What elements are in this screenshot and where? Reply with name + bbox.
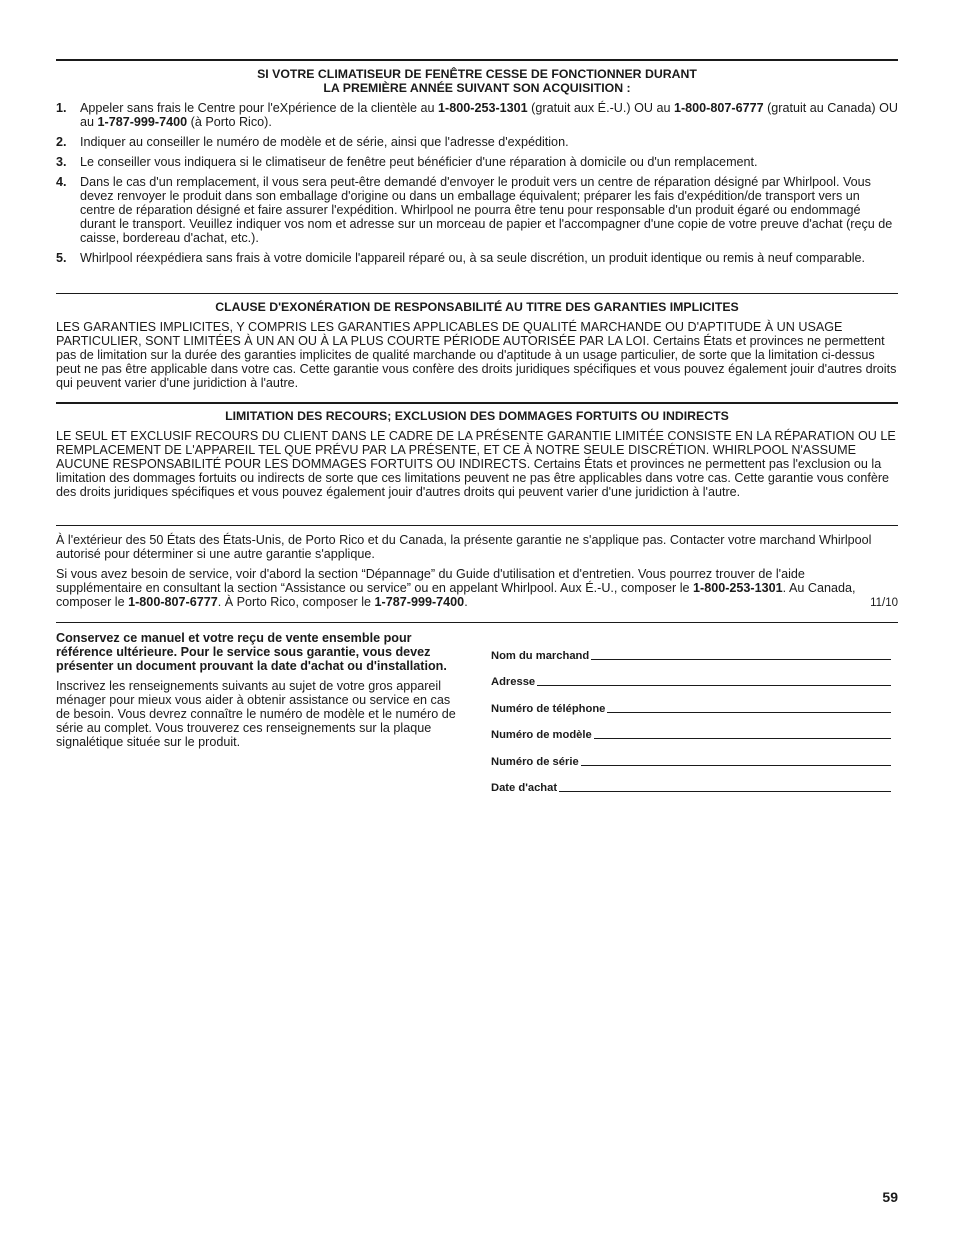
phone-number: 1-800-253-1301 <box>438 101 528 115</box>
step-item <box>56 135 898 149</box>
service-text-part: . <box>464 595 468 609</box>
phone-number: 1-800-253-1301 <box>693 581 783 595</box>
section-divider <box>56 622 898 623</box>
section-first-year-heading <box>56 67 898 95</box>
section-implied-warranties <box>56 300 898 390</box>
record-intro-text: Inscrivez les renseignements suivants au sujet de votre gros appareil ménager pour mieux vous aider à obtenir assistance ou service en cas de besoin. Vous devrez connaître le numéro de modèle et le numéro de série au complet. Vous trouverez ces renseignements sur la plaque signalétique située sur le produit. <box>56 679 456 749</box>
limitation-remedies-body: LE SEUL ET EXCLUSIF RECOURS DU CLIENT DANS LE CADRE DE LA PRÉSENTE GARANTIE LIMITÉE CONSISTE EN LA RÉPARATION OU LE REMPLACEMENT DE L'APPAREIL TEL QUE PRÉVU PAR LA PRÉSENTE, ET CE À NOTRE SEULE DISCRÉTION. WHIRLPOOL N'ASSUME AUCUNE RESPONSABILITÉ POUR LES DOMMAGES FORTUITS OU INDIRECTS. Certains États et provinces ne permettent pas l'exclusion ou la limitation des dommages fortuits ou indirects de sorte que ces limitations peuvent ne pas être applicables dans votre cas. Cette garantie vous confère des droits juridiques spécifiques et vous pouvez également jouir d'autres droits qui peuvent varier d'une juridiction à l'autre. <box>56 429 896 499</box>
form-label: Numéro de téléphone <box>491 702 606 715</box>
section-divider <box>56 525 898 526</box>
steps-list <box>56 101 898 265</box>
limitation-remedies-heading: LIMITATION DES RECOURS; EXCLUSION DES DOMMAGES FORTUITS OU INDIRECTS <box>225 409 729 423</box>
form-label: Numéro de série <box>491 755 579 768</box>
form-row-serial[interactable] <box>491 742 891 769</box>
fill-line <box>607 712 891 713</box>
step-text: (à Porto Rico). <box>187 115 272 129</box>
step-item <box>56 155 898 169</box>
form-row-purchase-date[interactable] <box>491 769 891 796</box>
fill-line <box>591 659 891 660</box>
phone-number: 1-787-999-7400 <box>97 115 188 129</box>
section-divider <box>56 293 898 294</box>
service-text-part: Si vous avez besoin de service, voir d'abord la section “Dépannage” du Guide d'utilisation et d'entretien. Vous pourrez trouver de l'aide supplémentaire en consultant la section “Assistance ou service” ou en appelant Whirlpool. Aux É.-U., composer le <box>56 567 805 595</box>
top-rule <box>56 59 898 61</box>
step-item <box>56 101 898 129</box>
step-text: Dans le cas d'un remplacement, il vous sera peut-être demandé d'envoyer le produit vers un centre de réparation désigné par Whirlpool. Vous devez renvoyer le produit dans son emballage d'origine ou dans un emballage équivalent; préparer les fais d'expédition/de transport vers un centre de réparation désigné et faire assurer l'expédition. Whirlpool ne pourra être tenu pour responsable d'un produit égaré ou endommagé durant le transport. Veuillez indiquer vos nom et adresse sur un morceau de papier et l'accompagner d'une copie de votre preuve d'achat (reçu de caisse, bordereau d'achat, etc.). <box>80 175 893 245</box>
form-label: Numéro de modèle <box>491 729 592 741</box>
step-text: Indiquer au conseiller le numéro de modèle et de série, ainsi que l'adresse d'expédition. <box>80 135 569 149</box>
section-outside-us <box>56 533 898 609</box>
fill-line <box>559 791 891 792</box>
step-text: (gratuit aux É.-U.) OU au <box>527 101 674 115</box>
step-number: 5. <box>56 251 67 265</box>
fill-line <box>581 765 891 766</box>
heading-line-1: SI VOTRE CLIMATISEUR DE FENÊTRE CESSE DE FONCTIONNER DURANT <box>257 67 697 81</box>
fill-line <box>537 685 891 686</box>
service-text-part: . À Porto Rico, composer le <box>217 595 375 609</box>
outside-us-text: À l'extérieur des 50 États des États-Unis, de Porto Rico et du Canada, la présente garantie ne s'applique pas. Contacter votre marchand Whirlpool autorisé pour déterminer si une autre garantie s'applique. <box>56 533 872 561</box>
record-form <box>491 636 891 795</box>
step-number: 4. <box>56 175 67 189</box>
form-row-phone[interactable] <box>491 689 891 716</box>
step-text: (gratuit au Canada) OU au <box>80 101 899 129</box>
form-row-model[interactable] <box>491 716 891 743</box>
step-number: 2. <box>56 135 67 149</box>
service-text <box>56 567 898 609</box>
phone-number: 1-787-999-7400 <box>374 595 465 609</box>
form-label: Date d'achat <box>491 782 558 794</box>
service-text-part: . Au Canada, composer le <box>56 581 856 609</box>
form-row-address[interactable] <box>491 663 891 690</box>
heading-line-2: LA PREMIÈRE ANNÉE SUIVANT SON ACQUISITION : <box>323 81 631 95</box>
implied-warranties-heading: CLAUSE D'EXONÉRATION DE RESPONSABILITÉ AU TITRE DES GARANTIES IMPLICITES <box>215 300 739 314</box>
record-instructions <box>56 631 460 749</box>
fill-line <box>594 738 891 739</box>
implied-warranties-body: LES GARANTIES IMPLICITES, Y COMPRIS LES GARANTIES APPLICABLES DE QUALITÉ MARCHANDE OU D'APTITUDE À UN USAGE PARTICULIER, SONT LIMITÉES À UN AN OU À LA PLUS COURTE PÉRIODE AUTORISÉE PAR LA LOI. Certains États et provinces ne permettent pas de limitation sur la durée des garanties implicites de qualité marchande ou d'aptitude à un usage particulier, de sorte que la limitation ci-dessus peut ne pas être applicable dans votre cas. Cette garantie vous confère des droits juridiques spécifiques et vous pouvez également jouir d'autres droits qui peuvent varier d'une juridiction à l'autre. <box>56 320 897 390</box>
step-item <box>56 251 898 265</box>
form-label: Adresse <box>491 676 536 688</box>
phone-number: 1-800-807-6777 <box>128 595 218 609</box>
step-text: Appeler sans frais le Centre pour l'eXpérience de la clientèle au <box>80 101 439 115</box>
step-item <box>56 175 898 245</box>
page-number: 59 <box>882 1189 898 1205</box>
date-code: 11/10 <box>870 597 898 609</box>
record-intro-bold: Conservez ce manuel et votre reçu de vente ensemble pour référence ultérieure. Pour le service sous garantie, vous devez présenter un document prouvant la date d'achat ou d'installation. <box>56 631 447 673</box>
section-first-year <box>56 67 898 271</box>
step-number: 3. <box>56 155 67 169</box>
section-limitation-remedies <box>56 409 898 499</box>
section-divider <box>56 402 898 404</box>
form-row-dealer[interactable] <box>491 636 891 663</box>
step-number: 1. <box>56 101 67 115</box>
step-text: Whirlpool réexpédiera sans frais à votre domicile l'appareil réparé ou, à sa seule discrétion, un produit identique ou remis à neuf comparable. <box>80 251 866 265</box>
form-label: Nom du marchand <box>491 649 590 662</box>
phone-number: 1-800-807-6777 <box>673 101 764 115</box>
step-text: Le conseiller vous indiquera si le climatiseur de fenêtre peut bénéficier d'une réparation à domicile ou d'un remplacement. <box>80 155 758 169</box>
